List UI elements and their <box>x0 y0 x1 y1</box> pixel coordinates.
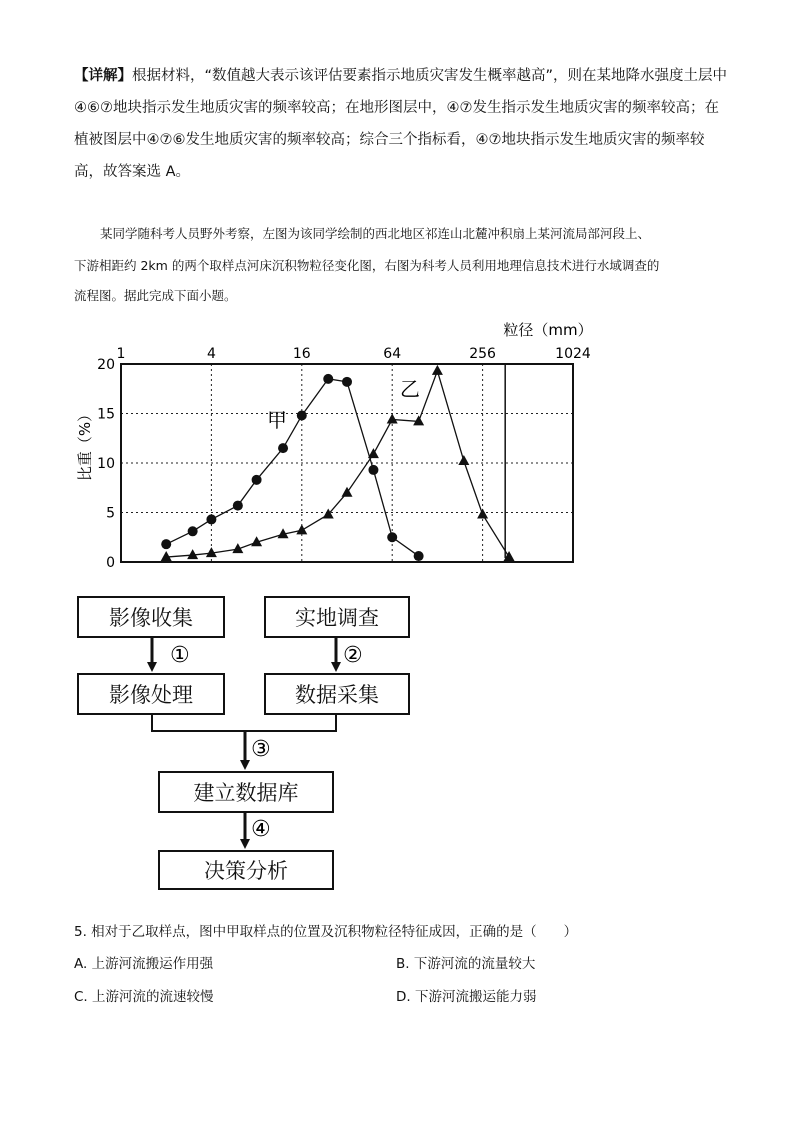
y-tick-label: 15 <box>97 406 115 423</box>
y-tick-label: 10 <box>97 456 115 472</box>
question-stem: 5. 相对于乙取样点，图中甲取样点的位置及沉积物粒径特征成因，正确的是（ ） <box>74 924 578 940</box>
step-2-label: ② <box>343 643 363 668</box>
option-b[interactable]: B. 下游河流的流量较大 <box>396 956 536 972</box>
explanation-line-2: ④⑥⑦地块指示发生地质灾害的频率较高；在地形图层中，④⑦发生指示发生地质灾害的频率较高；在 <box>74 100 719 116</box>
option-d[interactable]: D. 下游河流搬运能力弱 <box>396 989 537 1005</box>
step-1-label: ① <box>170 643 190 668</box>
explanation-text: 根据材料，“数值越大表示该评估要素指示地质灾害发生概率越高”，则在某地降水强度土层中 <box>132 68 728 84</box>
x-tick-label: 4 <box>206 346 216 362</box>
y-tick-label: 5 <box>106 505 115 522</box>
x-tick-label: 256 <box>469 346 496 362</box>
step-3-label: ③ <box>251 737 271 762</box>
intro-line-1: 某同学随科考人员野外考察，左图为该同学绘制的西北地区祁连山北麓冲积扇上某河流局部河段上、 <box>100 226 651 241</box>
step-4-label: ④ <box>251 817 271 842</box>
x-tick-label: 16 <box>292 346 311 362</box>
x-tick-label: 1024 <box>555 346 591 362</box>
flow-box-build-database: 建立数据库 <box>158 771 334 813</box>
explanation-line-4: 高，故答案选 A。 <box>74 164 191 180</box>
y-tick-label: 20 <box>97 357 115 373</box>
explanation-tag: 【详解】 <box>74 68 132 84</box>
y-axis-label: 比重（%） <box>76 406 94 482</box>
y-tick-label: 0 <box>106 555 115 571</box>
flow-box-image-collection: 影像收集 <box>77 596 225 638</box>
intro-line-2: 下游相距约 2km 的两个取样点河床沉积物粒径变化图，右图为科考人员利用地理信息技术进行水域调查的 <box>74 258 660 273</box>
x-tick-label: 1 <box>116 346 126 362</box>
merge-connector <box>152 715 336 731</box>
explanation-line-3: 植被图层中④⑦⑥发生地质灾害的频率较高；综合三个指标看，④⑦地块指示发生地质灾害的频率较 <box>74 132 705 148</box>
option-c[interactable]: C. 上游河流的流速较慢 <box>74 989 214 1005</box>
x-axis-label: 粒径（mm） <box>503 321 593 339</box>
flow-box-field-survey: 实地调查 <box>264 596 410 638</box>
series-label-yi: 乙 <box>400 377 420 401</box>
flow-box-data-collection: 数据采集 <box>264 673 410 715</box>
option-a[interactable]: A. 上游河流搬运作用强 <box>74 956 214 972</box>
x-tick-label: 64 <box>383 346 402 362</box>
intro-line-3: 流程图。据此完成下面小题。 <box>74 288 237 303</box>
flow-box-image-processing: 影像处理 <box>77 673 225 715</box>
flow-box-decision-analysis: 决策分析 <box>158 850 334 890</box>
series-label-jia: 甲 <box>267 408 287 432</box>
